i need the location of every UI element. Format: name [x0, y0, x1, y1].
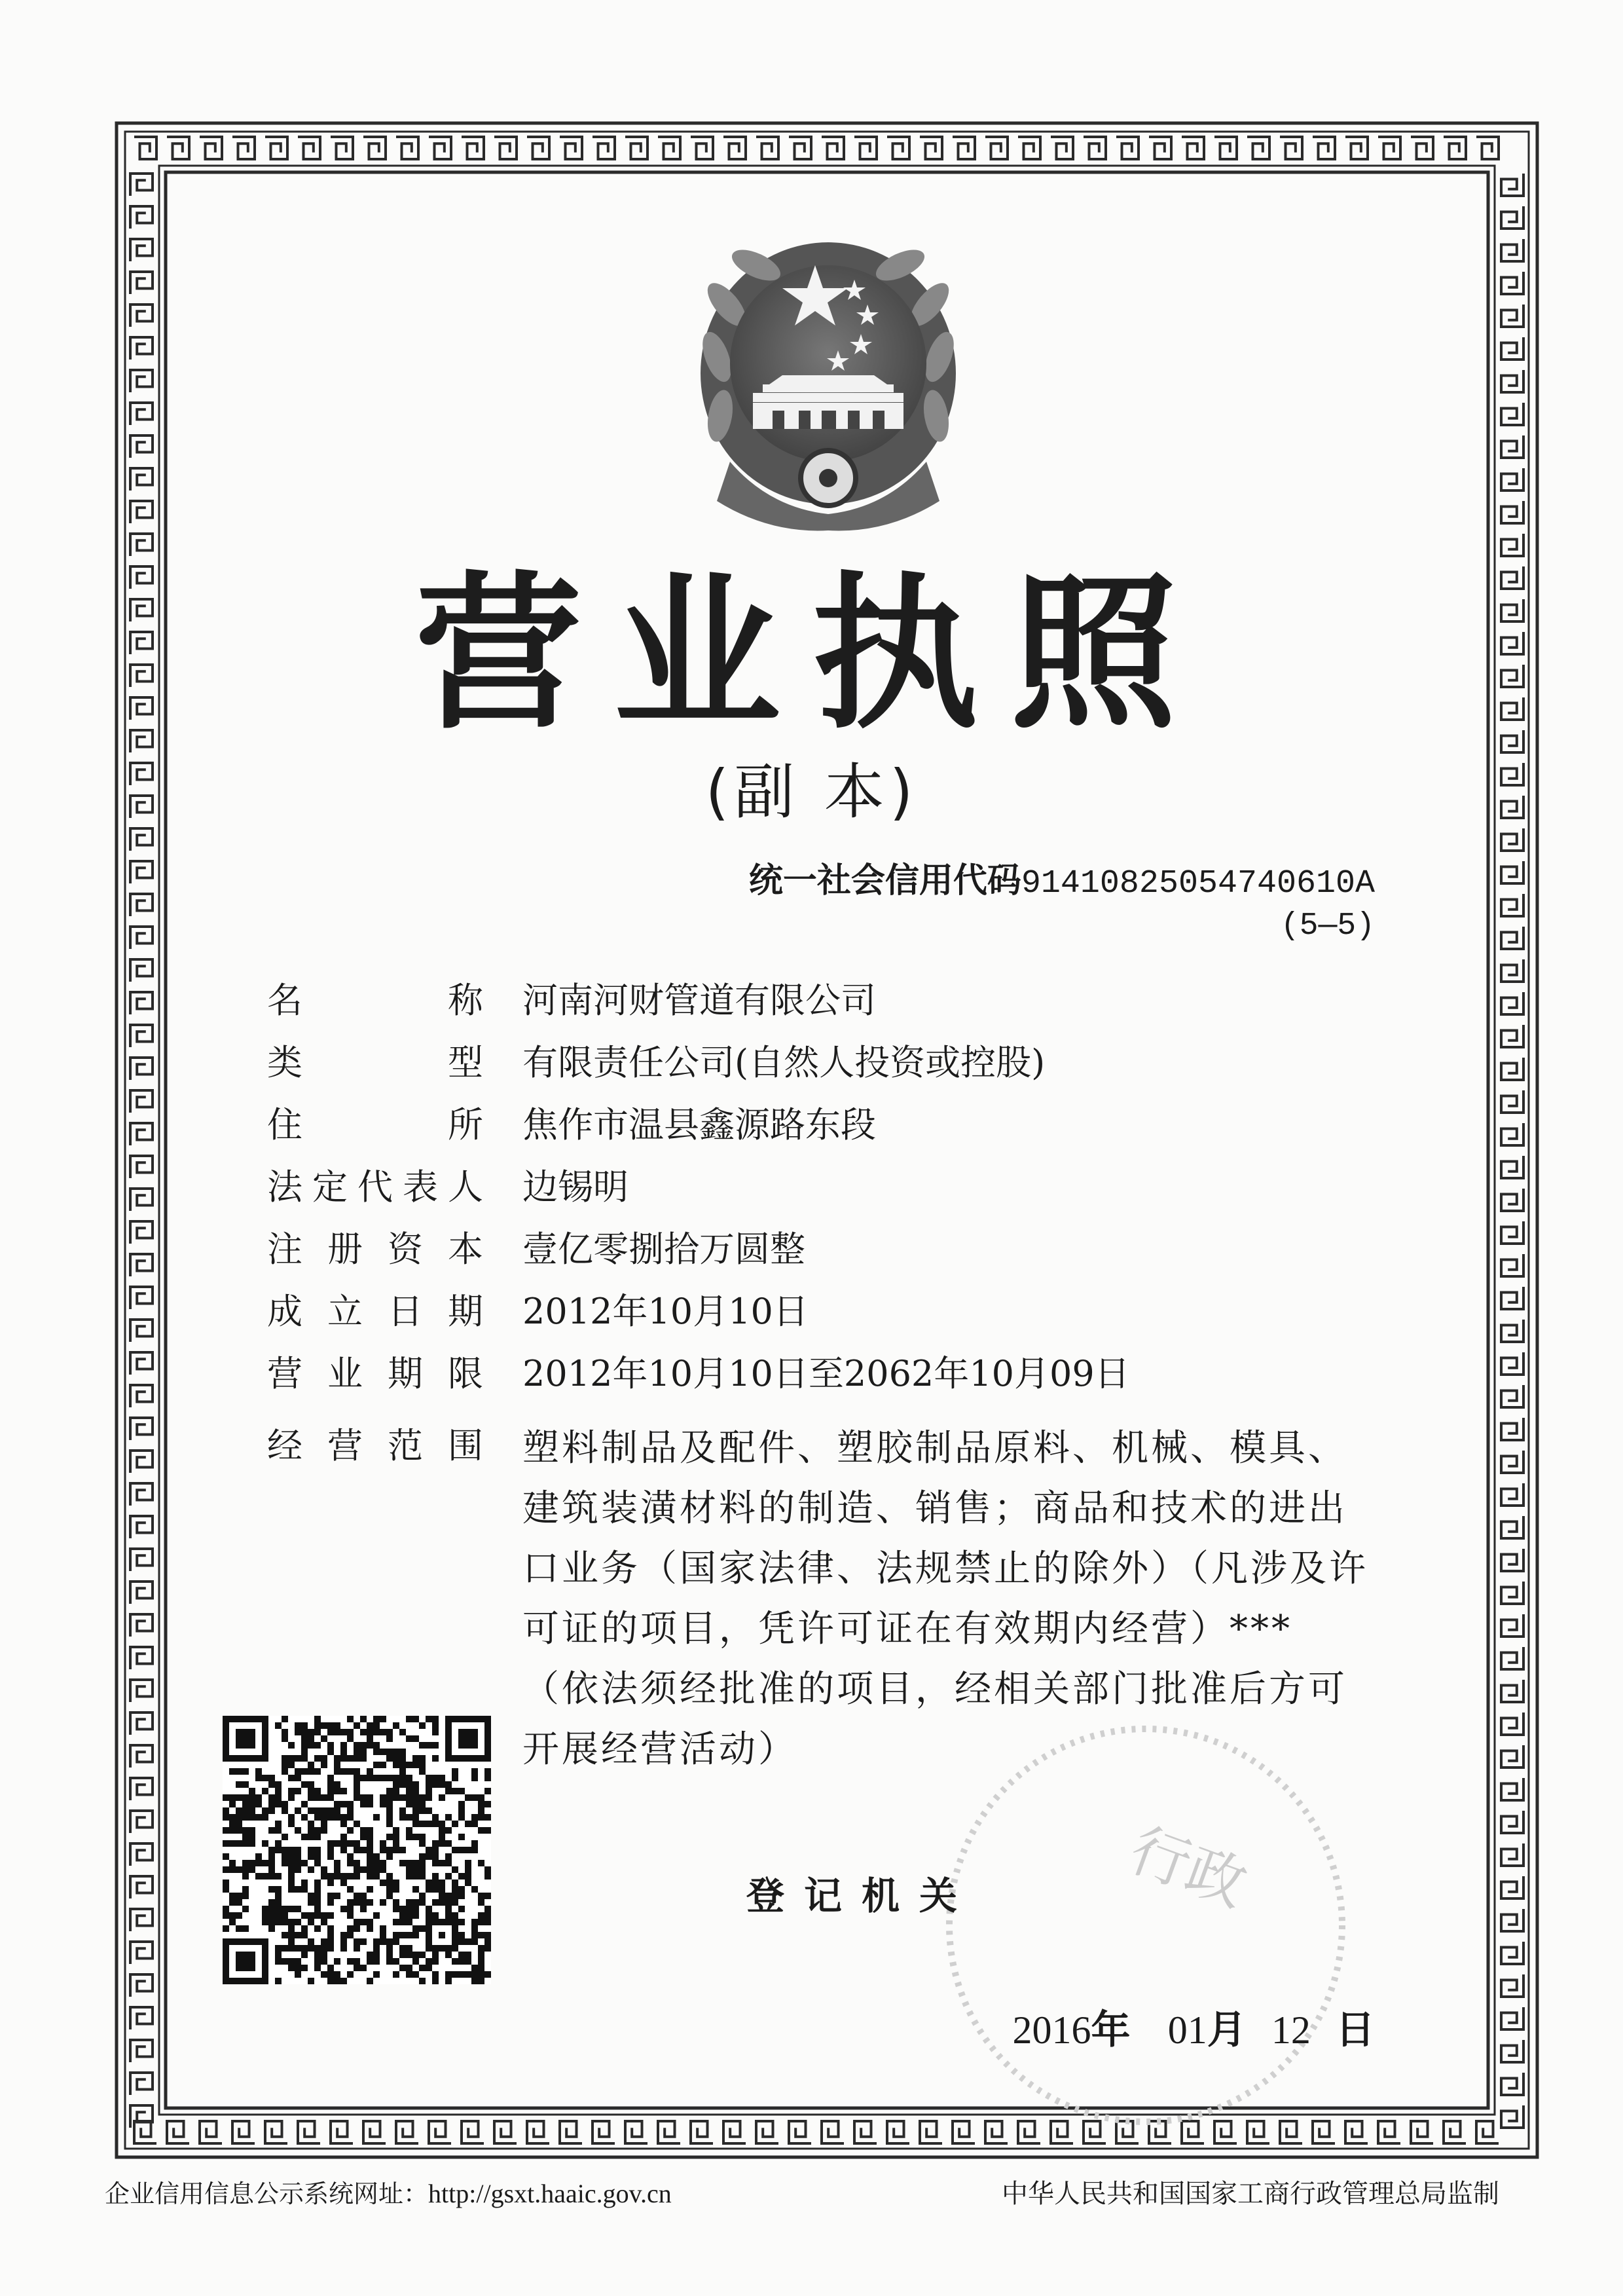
credit-code-label: 统一社会信用代码 [748, 861, 1021, 900]
field-label: 成 立 日 期 [267, 1291, 483, 1332]
field-label: 住 所 [267, 1104, 483, 1145]
field-row [267, 1031, 1393, 1094]
field-label: 经 营 范 围 [267, 1425, 483, 1466]
field-value: 2012年10月10日 [522, 1291, 809, 1332]
issue-day: 12 [1271, 2009, 1311, 2052]
field-row [267, 1218, 1393, 1281]
field-row [267, 1342, 1393, 1405]
field-label: 注 册 资 本 [267, 1229, 483, 1270]
field-value: 2012年10月10日至2062年10月09日 [522, 1353, 1130, 1394]
field-value: 壹亿零捌拾万圆整 [522, 1229, 805, 1270]
field-row [267, 1156, 1393, 1219]
footer-website [105, 2174, 672, 2213]
official-seal [917, 1696, 1375, 2155]
registration-authority-label: 登记机关 [746, 1874, 977, 1918]
copy-number: (5—5) [1280, 908, 1375, 944]
field-row [267, 1094, 1393, 1157]
field-value: 河南河财管道有限公司 [522, 980, 876, 1021]
issue-date [969, 2004, 1375, 2056]
issue-month: 01 [1167, 2009, 1207, 2052]
seal-text: 行政 [1121, 1815, 1256, 1921]
field-row [267, 969, 1393, 1032]
credit-code-value: 91410825054740610A [1021, 865, 1375, 902]
field-label: 营 业 期 限 [267, 1353, 483, 1394]
issue-year: 2016 [1012, 2009, 1091, 2052]
day-unit: 日 [1336, 2007, 1375, 2053]
footer-website-url[interactable]: http://gsxt.haaic.gov.cn [428, 2179, 672, 2208]
footer-website-label: 企业信用信息公示系统网址： [105, 2179, 429, 2208]
field-label: 名 称 [267, 980, 483, 1021]
copy-type-label: (副 本) [705, 757, 919, 827]
field-value: 焦作市温县鑫源路东段 [522, 1104, 876, 1145]
field-label: 法 定 代 表 人 [267, 1166, 483, 1208]
field-row [267, 1280, 1393, 1343]
field-value: 边锡明 [522, 1166, 629, 1208]
field-value: 塑料制品及配件、塑胶制品原料、机械、模具、建筑装潢材料的制造、销售；商品和技术的进出口业务（国家法律、法规禁止的除外）（凡涉及许可证的项目，凭许可证在有效期内经营）*** （依法须经批准的项目，经相关部门批准后方可开展经营活动） [522, 1427, 1368, 1771]
qr-code-icon [223, 1716, 491, 1984]
document-title: 营业执照 [414, 557, 1209, 752]
month-unit: 月 [1207, 2007, 1247, 2053]
credit-code-row [589, 858, 1375, 907]
field-label: 类 型 [267, 1042, 483, 1083]
field-value: 有限责任公司(自然人投资或控股) [522, 1042, 1046, 1083]
footer-supervisor: 中华人民共和国国家工商行政管理总局监制 [1002, 2179, 1499, 2209]
year-unit: 年 [1091, 2007, 1131, 2053]
national-emblem-icon [691, 226, 966, 534]
